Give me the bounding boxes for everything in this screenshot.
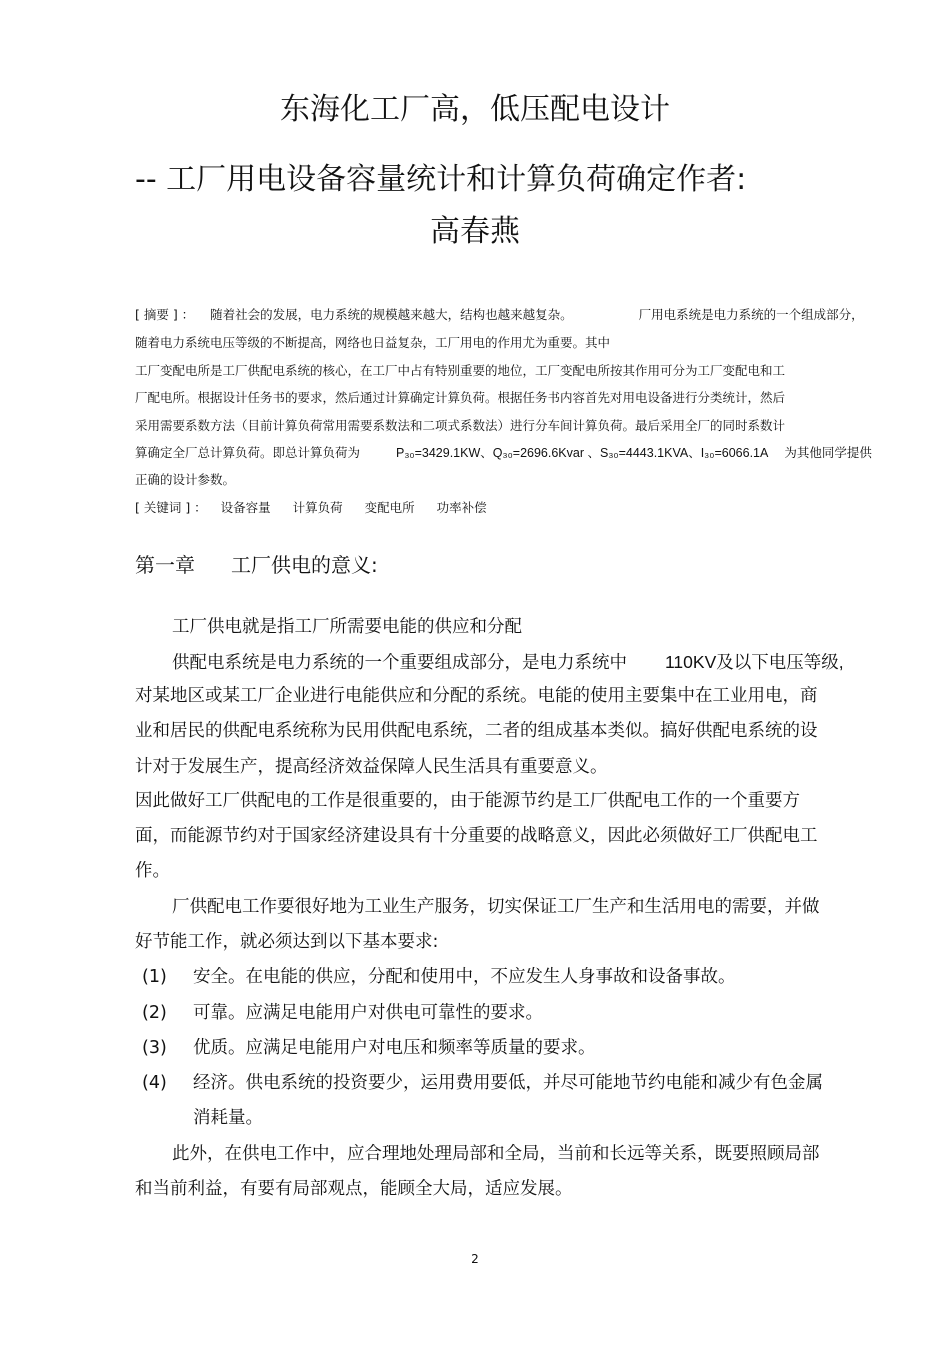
- chapter-number: 第一章: [135, 553, 195, 577]
- abstract-label: [ 摘要 ] ：: [135, 307, 195, 322]
- keyword: 功率补偿: [436, 500, 487, 515]
- list-item-text: 可靠。应满足电能用户对供电可靠性的要求。: [193, 1003, 543, 1023]
- paragraph-line: 对某地区或某工厂企业进行电能供应和分配的系统。电能的使用主要集中在工业用电，商: [135, 686, 818, 706]
- abstract-text: 厂用电系统是电力系统的一个组成部分，: [638, 307, 864, 322]
- paragraph: 工厂供电就是指工厂所需要电能的供应和分配: [172, 617, 522, 637]
- abstract-text: 随着社会的发展，电力系统的规模越来越大，结构也越来越复杂。: [210, 307, 573, 322]
- paragraph: [172, 649, 844, 676]
- list-item-number: (1): [142, 967, 167, 987]
- abstract-line-5: 采用需要系数方法（目前计算负荷常用需要系数法和二项式系数法）进行分车间计算负荷。最后采用全厂的同时系数计: [135, 418, 786, 433]
- paragraph: 此外，在供电工作中，应合理地处理局部和全局，当前和长远等关系，既要照顾局部: [172, 1144, 820, 1164]
- abstract-line-7: 正确的设计参数。: [135, 472, 236, 487]
- abstract-line-3: 工厂变配电所是工厂供配电系统的核心，在工厂中占有特别重要的地位，工厂变配电所按其作用可分为工厂变配电和工: [135, 363, 786, 378]
- title-line-1: 东海化工厂高，低压配电设计: [280, 92, 670, 127]
- abstract-text: 算确定全厂总计算负荷。即总计算负荷为: [135, 445, 361, 460]
- load-values: P₃₀=3429.1KW、Q₃₀=2696.6Kvar 、S₃₀=4443.1KVA、I₃₀=6066.1A: [395, 446, 769, 460]
- abstract-text: 为其他同学提供: [784, 445, 872, 460]
- abstract-line-1: [135, 306, 864, 324]
- chapter-title: 工厂供电的意义:: [231, 553, 378, 577]
- list-item-text: 安全。在电能的供应，分配和使用中，不应发生人身事故和设备事故。: [193, 967, 736, 987]
- paragraph-line: 业和居民的供配电系统称为民用供配电系统，二者的组成基本类似。搞好供配电系统的设: [135, 721, 818, 741]
- keyword: 设备容量: [220, 500, 271, 515]
- keywords-line: [135, 499, 505, 517]
- abstract-line-6: [135, 444, 872, 462]
- paragraph-line: 面，而能源节约对于国家经济建设具有十分重要的战略意义，因此必须做好工厂供配电工: [135, 826, 818, 846]
- title-author: 高春燕: [430, 214, 520, 249]
- paragraph-line: 和当前利益，有要有局部观点，能顾全大局，适应发展。: [135, 1179, 573, 1199]
- list-item-number: (2): [142, 1003, 167, 1023]
- paragraph-line: 作。: [135, 861, 170, 881]
- title-line-2: -- 工厂用电设备容量统计和计算负荷确定作者:: [135, 162, 747, 197]
- list-item-continuation: 消耗量。: [193, 1108, 263, 1128]
- paragraph-line: 计对于发展生产，提高经济效益保障人民生活具有重要意义。: [135, 757, 608, 777]
- list-item-text: 经济。供电系统的投资要少，运用费用要低，并尽可能地节约电能和减少有色金属: [193, 1073, 823, 1093]
- paragraph-text: 供配电系统是电力系统的一个重要组成部分，是电力系统中: [172, 653, 627, 673]
- paragraph-line: 好节能工作，就必须达到以下基本要求:: [135, 932, 439, 952]
- paragraph: 因此做好工厂供配电的工作是很重要的，由于能源节约是工厂供配电工作的一个重要方: [135, 791, 800, 811]
- keyword: 计算负荷: [292, 500, 343, 515]
- abstract-line-2: 随着电力系统电压等级的不断提高，网络也日益复杂，工厂用电的作用尤为重要。其中: [135, 335, 611, 350]
- list-item-number: (3): [142, 1038, 167, 1058]
- list-item-text: 优质。应满足电能用户对电压和频率等质量的要求。: [193, 1038, 596, 1058]
- page-number: 2: [471, 1252, 479, 1266]
- voltage-level: 110KV及以下电压等级,: [665, 652, 844, 672]
- keyword: 变配电所: [364, 500, 415, 515]
- abstract-line-4: 厂配电所。根据设计任务书的要求，然后通过计算确定计算负荷。根据任务书内容首先对用电设备进行分类统计，然后: [135, 390, 786, 405]
- chapter-heading: [135, 550, 378, 580]
- keywords-label: [ 关键词 ] ：: [135, 500, 207, 515]
- paragraph: 厂供配电工作要很好地为工业生产服务，切实保证工厂生产和生活用电的需要，并做: [172, 897, 820, 917]
- list-item-number: (4): [142, 1073, 167, 1093]
